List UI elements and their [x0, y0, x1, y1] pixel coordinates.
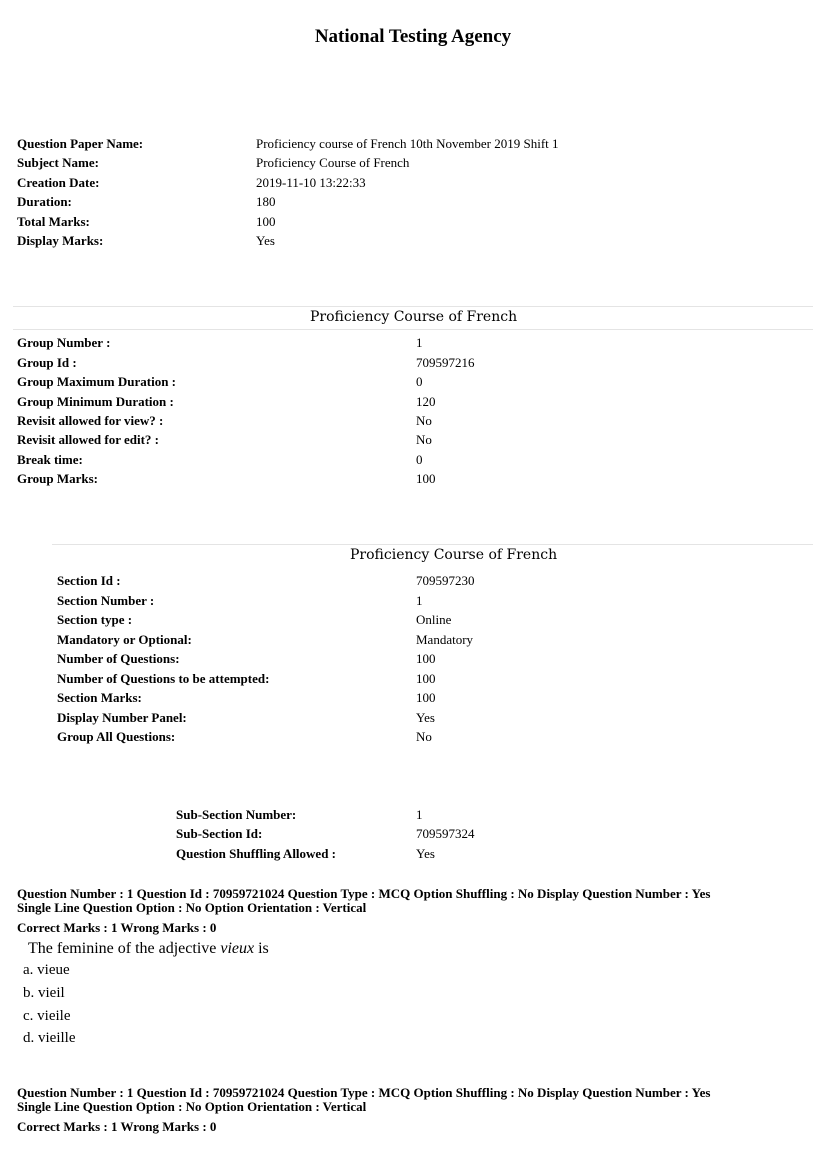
- field-label: Duration:: [17, 194, 72, 209]
- option-c: c. vieile: [23, 1008, 71, 1024]
- question-meta: Question Number : 1 Question Id : 70959721024 Question Type : MCQ Option Shuffling : No Display Question Number : Yes: [17, 886, 711, 901]
- field-label: Question Shuffling Allowed :: [176, 846, 337, 861]
- field-label: Group Maximum Duration :: [17, 374, 177, 389]
- group-header-rule: [13, 329, 813, 330]
- field-value: 0: [416, 374, 423, 389]
- field-label: Creation Date:: [17, 175, 100, 190]
- field-label: Section Number :: [57, 593, 155, 608]
- field-label: Subject Name:: [17, 155, 99, 170]
- field-label: Revisit allowed for edit? :: [17, 432, 160, 447]
- question-meta: Question Number : 1 Question Id : 70959721024 Question Type : MCQ Option Shuffling : No Display Question Number : Yes: [17, 1085, 711, 1100]
- field-value: 709597216: [416, 355, 475, 370]
- field-label: Group Id :: [17, 355, 77, 370]
- field-value: Yes: [416, 846, 435, 861]
- field-value: Online: [416, 612, 452, 627]
- field-value: 709597324: [416, 826, 475, 841]
- field-label: Question Paper Name:: [17, 136, 144, 151]
- group-heading: Proficiency Course of French: [310, 309, 518, 325]
- option-a: a. vieue: [23, 962, 70, 978]
- field-value: Mandatory: [416, 632, 474, 647]
- field-value: 1: [416, 593, 423, 608]
- question-marks: Correct Marks : 1 Wrong Marks : 0: [17, 1119, 217, 1134]
- field-label: Display Marks:: [17, 233, 104, 248]
- field-value: 100: [256, 214, 276, 229]
- field-value: Yes: [416, 710, 435, 725]
- field-label: Display Number Panel:: [57, 710, 187, 725]
- field-label: Section type :: [57, 612, 133, 627]
- field-value: 1: [416, 807, 423, 822]
- field-value: No: [416, 729, 432, 744]
- field-value: 0: [416, 452, 423, 467]
- option-b: b. vieil: [23, 985, 65, 1001]
- field-value: No: [416, 432, 432, 447]
- question-marks: Correct Marks : 1 Wrong Marks : 0: [17, 920, 217, 935]
- field-value: Proficiency Course of French: [256, 155, 410, 170]
- field-label: Sub-Section Number:: [176, 807, 297, 822]
- field-value: 1: [416, 335, 423, 350]
- field-value: 100: [416, 690, 436, 705]
- field-value: 100: [416, 651, 436, 666]
- field-value: 100: [416, 671, 436, 686]
- field-label: Sub-Section Id:: [176, 826, 263, 841]
- field-label: Group All Questions:: [57, 729, 176, 744]
- field-value: Yes: [256, 233, 275, 248]
- question-meta: Single Line Question Option : No Option Orientation : Vertical: [17, 900, 367, 915]
- option-d: d. vieille: [23, 1030, 76, 1046]
- field-label: Total Marks:: [17, 214, 90, 229]
- section-header-rule: [52, 544, 813, 545]
- field-label: Number of Questions to be attempted:: [57, 671, 270, 686]
- field-value: 180: [256, 194, 276, 209]
- field-label: Section Id :: [57, 573, 121, 588]
- field-value: 2019-11-10 13:22:33: [256, 175, 366, 190]
- field-label: Break time:: [17, 452, 83, 467]
- section-heading: Proficiency Course of French: [350, 547, 558, 563]
- field-label: Revisit allowed for view? :: [17, 413, 164, 428]
- field-value: 709597230: [416, 573, 475, 588]
- field-label: Group Minimum Duration :: [17, 394, 174, 409]
- field-label: Section Marks:: [57, 690, 142, 705]
- question-meta: Single Line Question Option : No Option Orientation : Vertical: [17, 1099, 367, 1114]
- field-label: Number of Questions:: [57, 651, 180, 666]
- field-value: 100: [416, 471, 436, 486]
- field-value: No: [416, 413, 432, 428]
- field-value: Proficiency course of French 10th November 2019 Shift 1: [256, 136, 559, 151]
- group-header-rule: [13, 306, 813, 307]
- field-label: Mandatory or Optional:: [57, 632, 192, 647]
- question-text: The feminine of the adjective vieux is: [28, 940, 269, 957]
- field-label: Group Marks:: [17, 471, 99, 486]
- field-value: 120: [416, 394, 436, 409]
- page-title: National Testing Agency: [314, 26, 512, 47]
- field-label: Group Number :: [17, 335, 111, 350]
